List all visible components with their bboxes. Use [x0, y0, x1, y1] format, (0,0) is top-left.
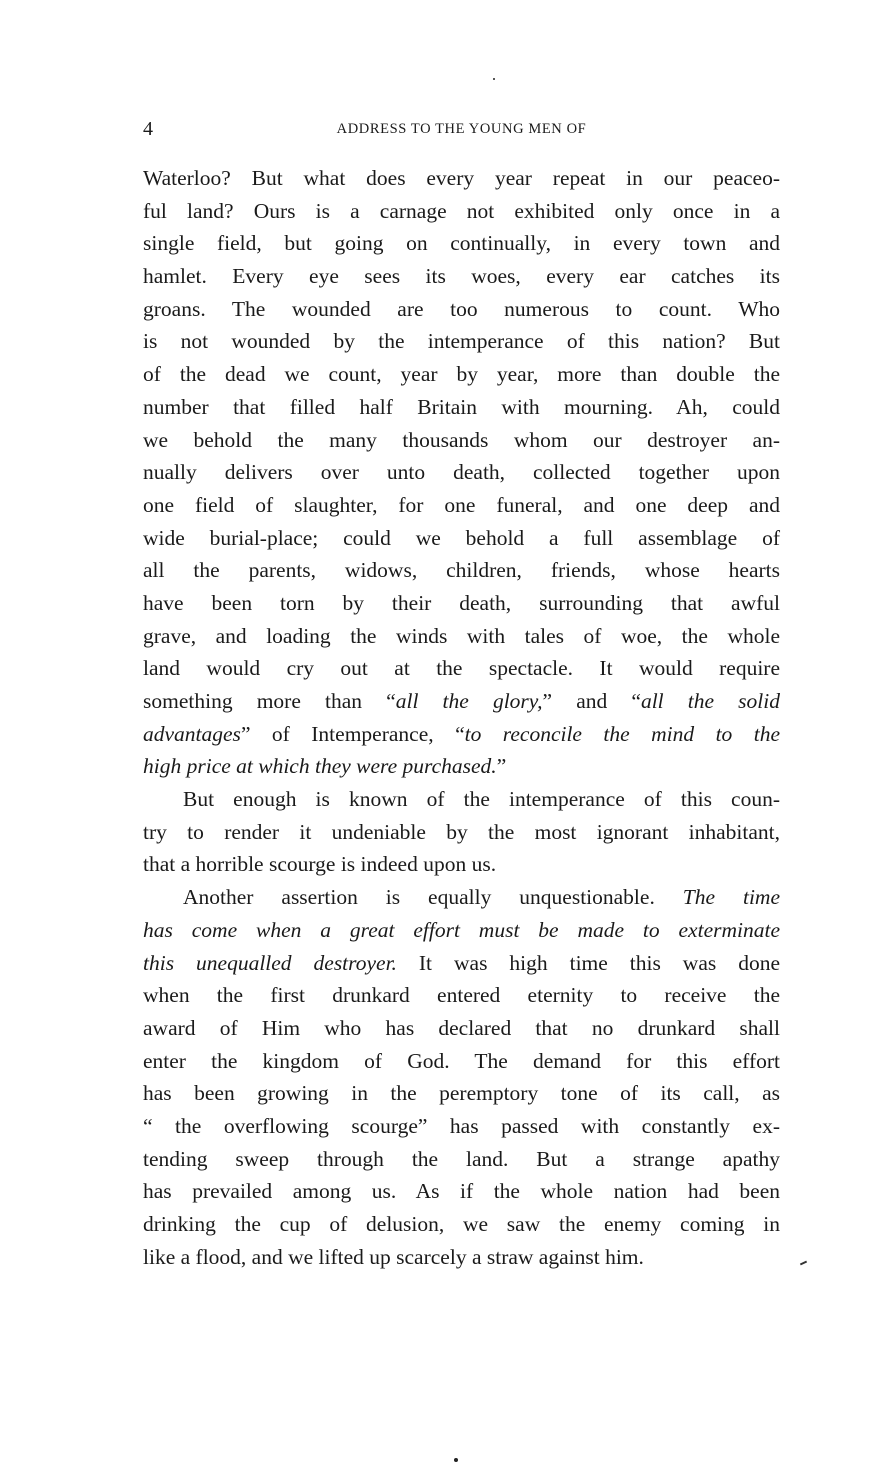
text-segment: hamlet. Every eye sees its woes, every ear catches its	[143, 264, 780, 289]
text-segment: has prevailed among us. As if the whole nation had been	[143, 1179, 780, 1204]
text-line	[143, 489, 780, 522]
body-text	[143, 162, 780, 1273]
text-line	[143, 260, 780, 293]
text-segment: number that filled half Britain with mourning. Ah, could	[143, 394, 780, 419]
text-segment: ”	[496, 754, 507, 779]
text-line	[143, 979, 780, 1012]
text-segment: try to render it undeniable by the most ignorant inhabitant,	[143, 819, 780, 844]
text-segment: But enough is known of the intemperance of this coun-	[183, 787, 780, 812]
text-segment: “ the overflowing scourge” has passed with constantly ex-	[143, 1113, 780, 1138]
text-line	[143, 947, 780, 980]
text-line	[143, 424, 780, 457]
text-line	[143, 783, 780, 816]
text-line	[143, 1012, 780, 1045]
text-line	[143, 1175, 780, 1208]
text-segment: drinking the cup of delusion, we saw the enemy coming in	[143, 1212, 780, 1236]
text-line	[143, 1208, 780, 1241]
running-head: ADDRESS TO THE YOUNG MEN OF	[336, 121, 587, 137]
italic-text: all the glory,	[395, 689, 543, 713]
text-line	[143, 718, 780, 751]
text-line	[143, 685, 780, 718]
bottom-dot	[454, 1458, 458, 1462]
text-line	[143, 522, 780, 555]
text-segment: ” and “	[542, 689, 641, 713]
text-segment: enter the kingdom of God. The demand for this effort	[143, 1048, 780, 1073]
italic-text: this unequalled destroyer.	[143, 950, 397, 975]
text-segment: one field of slaughter, for one funeral, and one deep and	[143, 492, 780, 517]
text-line	[143, 652, 780, 685]
margin-mark	[800, 1261, 807, 1266]
text-segment: when the first drunkard entered eternity to receive the	[143, 983, 780, 1008]
text-line	[143, 914, 780, 947]
text-segment: tending sweep through the land. But a strange apathy	[143, 1146, 780, 1171]
text-line	[143, 227, 780, 260]
text-segment: all the parents, widows, children, friends, whose hearts	[143, 558, 780, 583]
text-segment: like a flood, and we lifted up scarcely a straw against him.	[143, 1244, 644, 1269]
text-segment: It was high time this was done	[396, 950, 780, 975]
text-segment: groans. The wounded are too numerous to count. Who	[143, 296, 780, 321]
text-segment: nually delivers over unto death, collected together upon	[143, 460, 780, 485]
text-segment: Waterloo? But what does every year repeat in our peaceo-	[143, 166, 780, 190]
text-line	[143, 554, 780, 587]
text-segment: is not wounded by the intemperance of this nation? But	[143, 329, 780, 354]
text-line	[143, 325, 780, 358]
text-line	[143, 162, 780, 195]
page-header	[143, 118, 780, 142]
text-line	[143, 816, 780, 849]
text-segment: ful land? Ours is a carnage not exhibited only once in a	[143, 198, 780, 223]
text-segment: ” of Intemperance, “	[240, 721, 465, 746]
text-segment: land would cry out at the spectacle. It would require	[143, 656, 780, 681]
text-segment: has been growing in the peremptory tone of its call, as	[143, 1081, 780, 1106]
text-line	[143, 456, 780, 489]
text-segment: we behold the many thousands whom our destroyer an-	[143, 427, 780, 452]
italic-text: high price at which they were purchased.	[143, 754, 497, 779]
text-segment: of the dead we count, year by year, more than double the	[143, 362, 780, 387]
text-line	[143, 587, 780, 620]
text-segment: wide burial-place; could we behold a full assemblage of	[143, 525, 780, 550]
text-segment: single field, but going on continually, in every town and	[143, 231, 780, 256]
italic-text: The time	[682, 885, 780, 910]
text-line	[143, 293, 780, 326]
text-line	[143, 195, 780, 228]
italic-text: to reconcile the mind to the	[464, 721, 780, 746]
text-line	[143, 1077, 780, 1110]
text-segment: something more than “	[143, 689, 396, 713]
text-segment: have been torn by their death, surrounding that awful	[143, 590, 780, 615]
text-line	[143, 1045, 780, 1078]
text-segment: award of Him who has declared that no drunkard shall	[143, 1015, 780, 1040]
text-line	[143, 620, 780, 653]
italic-text: has come when a great effort must be made to exterminate	[143, 917, 780, 942]
text-line	[143, 1241, 780, 1274]
text-line	[143, 881, 780, 914]
text-line	[143, 1110, 780, 1143]
text-segment: that a horrible scourge is indeed upon us.	[143, 852, 497, 877]
page-number: 4	[143, 118, 153, 140]
text-segment: grave, and loading the winds with tales of woe, the whole	[143, 623, 780, 648]
text-line	[143, 750, 780, 783]
scan-speck	[493, 78, 495, 80]
text-segment: Another assertion is equally unquestionable.	[183, 885, 683, 910]
text-line	[143, 848, 780, 881]
italic-text: all the solid	[640, 689, 780, 713]
italic-text: advantages	[143, 721, 241, 746]
text-line	[143, 1143, 780, 1176]
text-line	[143, 391, 780, 424]
text-line	[143, 358, 780, 391]
